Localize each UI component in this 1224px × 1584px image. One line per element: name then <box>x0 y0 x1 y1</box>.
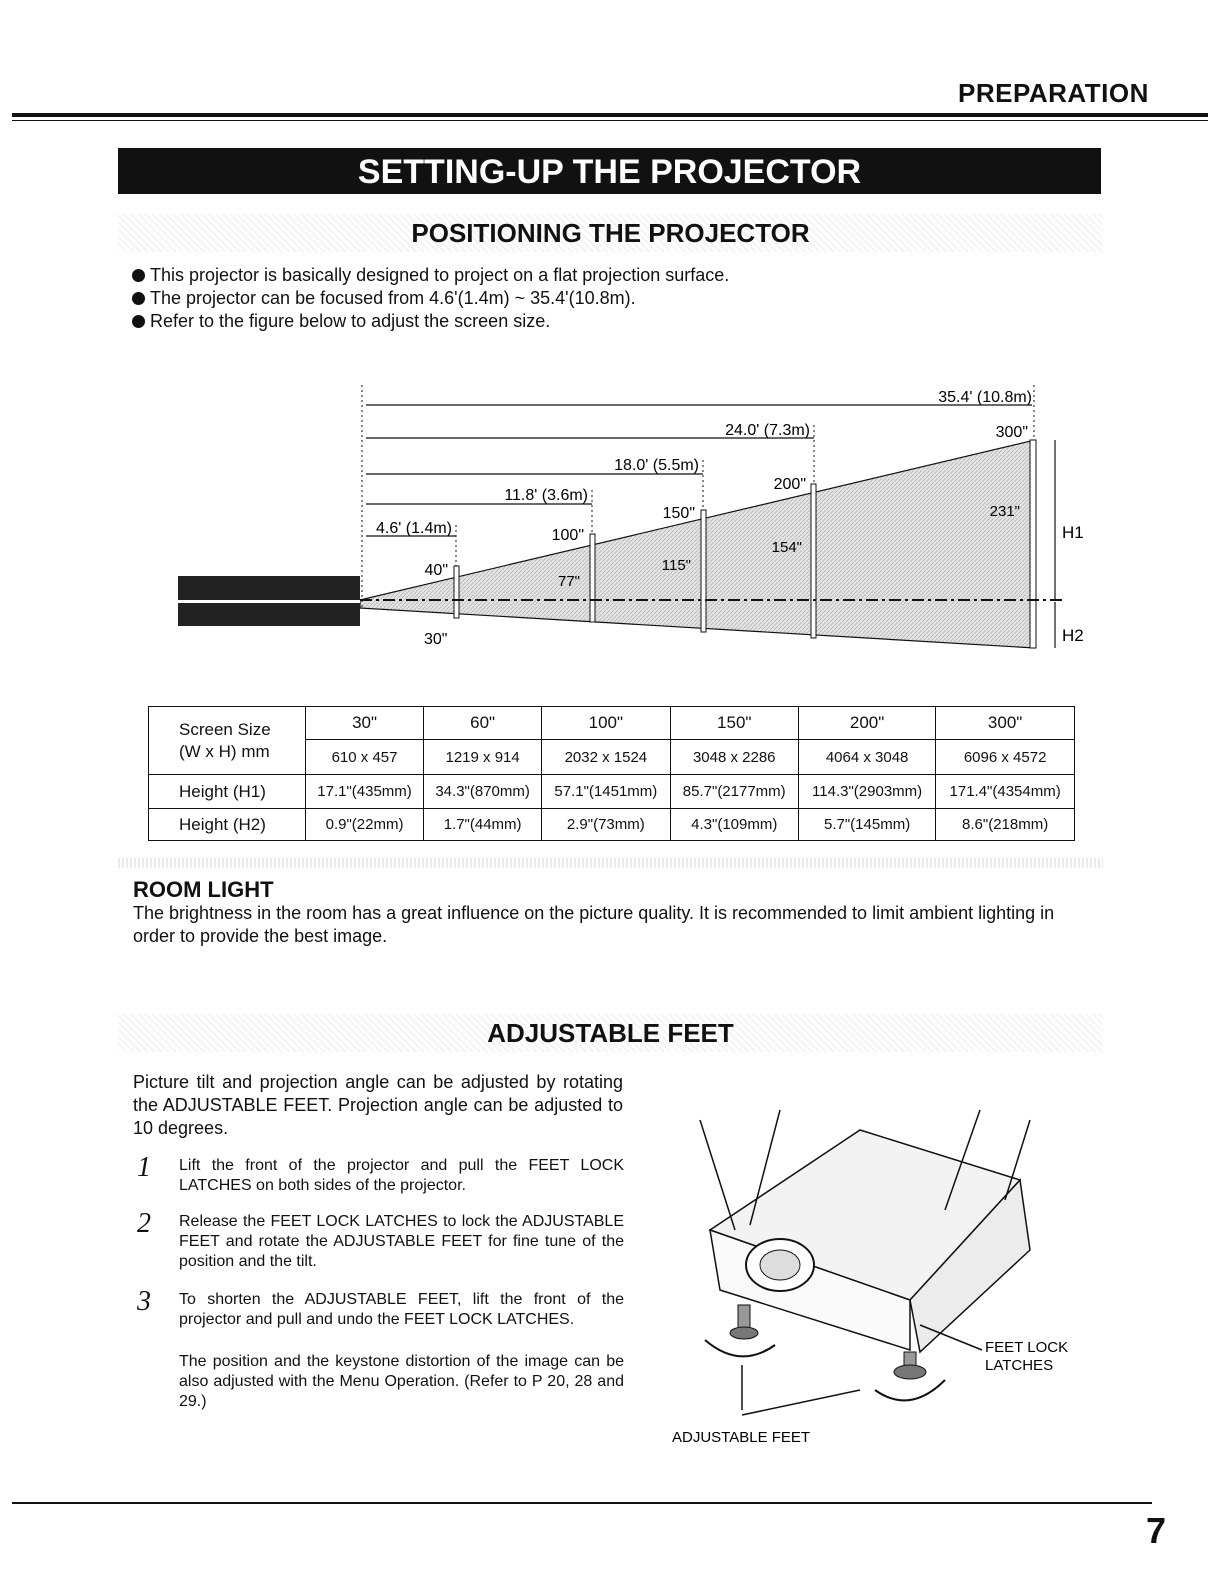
lens-inner-icon <box>760 1250 800 1280</box>
positioning-bullets <box>132 264 729 333</box>
step-number: 1 <box>137 1152 151 1183</box>
latch-caption: LATCHES <box>985 1357 1054 1374</box>
distance-label: 35.4' (10.8m) <box>938 389 1032 406</box>
header-rule-thin <box>12 120 1208 121</box>
projection-diagram <box>170 370 1084 670</box>
bullet-icon <box>132 315 145 328</box>
bullet-icon <box>132 269 145 282</box>
foot-base-left <box>730 1327 758 1339</box>
size-label: 40" <box>424 562 448 579</box>
dimension-cell: 610 x 457 <box>306 740 424 775</box>
dimension-cell: 2032 x 1524 <box>542 740 670 775</box>
step-number: 3 <box>137 1286 151 1317</box>
rotate-arrow-icon <box>705 1340 775 1356</box>
projector-stripe <box>178 600 360 603</box>
foot-base-right <box>894 1365 926 1379</box>
inner-size-label: 77" <box>557 573 580 590</box>
h1-cell: 85.7"(2177mm) <box>670 775 798 809</box>
h2-label: H2 <box>1062 626 1084 645</box>
section-label: PREPARATION <box>958 78 1149 108</box>
size-label: 300" <box>995 424 1028 441</box>
bullet-item: Refer to the figure below to adjust the screen size. <box>132 310 729 333</box>
feet-intro: Picture tilt and projection angle can be adjusted by rotating the ADJUSTABLE FEET. Projection angle can be adjusted to 10 degrees. <box>133 1072 623 1138</box>
step-text: Release the FEET LOCK LATCHES to lock the ADJUSTABLE FEET and rotate the ADJUSTABLE FEET for fine tune of the position and the tilt. <box>179 1213 624 1270</box>
feet-caption: ADJUSTABLE FEET <box>672 1429 811 1446</box>
h2-cell: 5.7"(145mm) <box>798 809 935 841</box>
feet-heading: ADJUSTABLE FEET <box>487 1018 734 1048</box>
distance-label: 4.6' (1.4m) <box>376 520 452 537</box>
room-light-text: The brightness in the room has a great influence on the picture quality. It is recommended to limit ambient lighting in order to provide the best image. <box>133 903 1055 946</box>
table-row <box>149 809 1075 841</box>
h2-cell: 4.3"(109mm) <box>670 809 798 841</box>
screen-150 <box>701 510 706 632</box>
h2-cell: 1.7"(44mm) <box>424 809 542 841</box>
rotate-arrow-icon <box>875 1380 945 1400</box>
menu-note: The position and the keystone distortion of the image can be also adjusted with the Menu Operation. (Refer to P 20, 28 and 29.) <box>179 1353 624 1410</box>
h2-cell: 0.9"(22mm) <box>306 809 424 841</box>
h1-cell: 34.3"(870mm) <box>424 775 542 809</box>
positioning-heading-band <box>118 214 1103 252</box>
size-cell: 30" <box>306 707 424 740</box>
size-label: 150" <box>662 505 695 522</box>
h1-cell: 57.1"(1451mm) <box>542 775 670 809</box>
distance-label: 18.0' (5.5m) <box>614 457 699 474</box>
positioning-heading: POSITIONING THE PROJECTOR <box>411 218 810 248</box>
size-cell: 300" <box>936 707 1075 740</box>
h1-cell: 114.3"(2903mm) <box>798 775 935 809</box>
size-cell: 150" <box>670 707 798 740</box>
size-label: 200" <box>773 476 806 493</box>
table-row <box>149 707 1075 740</box>
screen-size-table <box>148 706 1075 841</box>
projector-feet-illustration <box>660 1090 1100 1470</box>
h1-cell: 17.1"(435mm) <box>306 775 424 809</box>
header-rule <box>12 113 1208 117</box>
h1-label: H1 <box>1062 523 1084 542</box>
size-cell: 100" <box>542 707 670 740</box>
bullet-item: The projector can be focused from 4.6'(1.4m) ~ 35.4'(10.8m). <box>132 287 729 310</box>
screen-100 <box>590 534 595 622</box>
h1-cell: 171.4"(4354mm) <box>936 775 1075 809</box>
height-h2-header: Height (H2) <box>149 809 306 841</box>
distance-label: 24.0' (7.3m) <box>725 422 810 439</box>
feet-heading-band <box>118 1014 1103 1052</box>
inner-size-label: 115" <box>661 557 691 574</box>
size-label: 100" <box>551 527 584 544</box>
screen-size-header: Screen Size (W x H) mm <box>149 707 306 775</box>
h2-cell: 2.9"(73mm) <box>542 809 670 841</box>
inner-size-label: 231" <box>989 503 1020 520</box>
footer-rule <box>12 1502 1152 1504</box>
page-title: SETTING-UP THE PROJECTOR <box>118 148 1101 194</box>
feet-pointer <box>742 1365 860 1415</box>
h2-cell: 8.6"(218mm) <box>936 809 1075 841</box>
step-number: 2 <box>137 1208 151 1239</box>
dimension-cell: 4064 x 3048 <box>798 740 935 775</box>
screen-40 <box>454 566 459 618</box>
step-text: Lift the front of the projector and pull the FEET LOCK LATCHES on both sides of the projector. <box>179 1157 624 1194</box>
height-h1-header: Height (H1) <box>149 775 306 809</box>
size-label: 30" <box>424 631 448 648</box>
bullet-item: This projector is basically designed to project on a flat projection surface. <box>132 264 729 287</box>
bullet-icon <box>132 292 145 305</box>
latch-caption: FEET LOCK <box>985 1339 1069 1356</box>
screen-200 <box>811 484 816 638</box>
dimension-cell: 1219 x 914 <box>424 740 542 775</box>
dimension-cell: 6096 x 4572 <box>936 740 1075 775</box>
dimension-cell: 3048 x 2286 <box>670 740 798 775</box>
room-light-heading: ROOM LIGHT <box>133 877 274 902</box>
step-text: To shorten the ADJUSTABLE FEET, lift the front of the projector and pull and undo the FEET LOCK LATCHES. <box>179 1291 624 1328</box>
distance-label: 11.8' (3.6m) <box>504 487 588 504</box>
inner-size-label: 154" <box>771 539 802 556</box>
size-cell: 60" <box>424 707 542 740</box>
size-cell: 200" <box>798 707 935 740</box>
page-number: 7 <box>1146 1510 1167 1551</box>
table-row <box>149 775 1075 809</box>
screen-300 <box>1030 440 1036 648</box>
section-divider <box>118 858 1103 868</box>
